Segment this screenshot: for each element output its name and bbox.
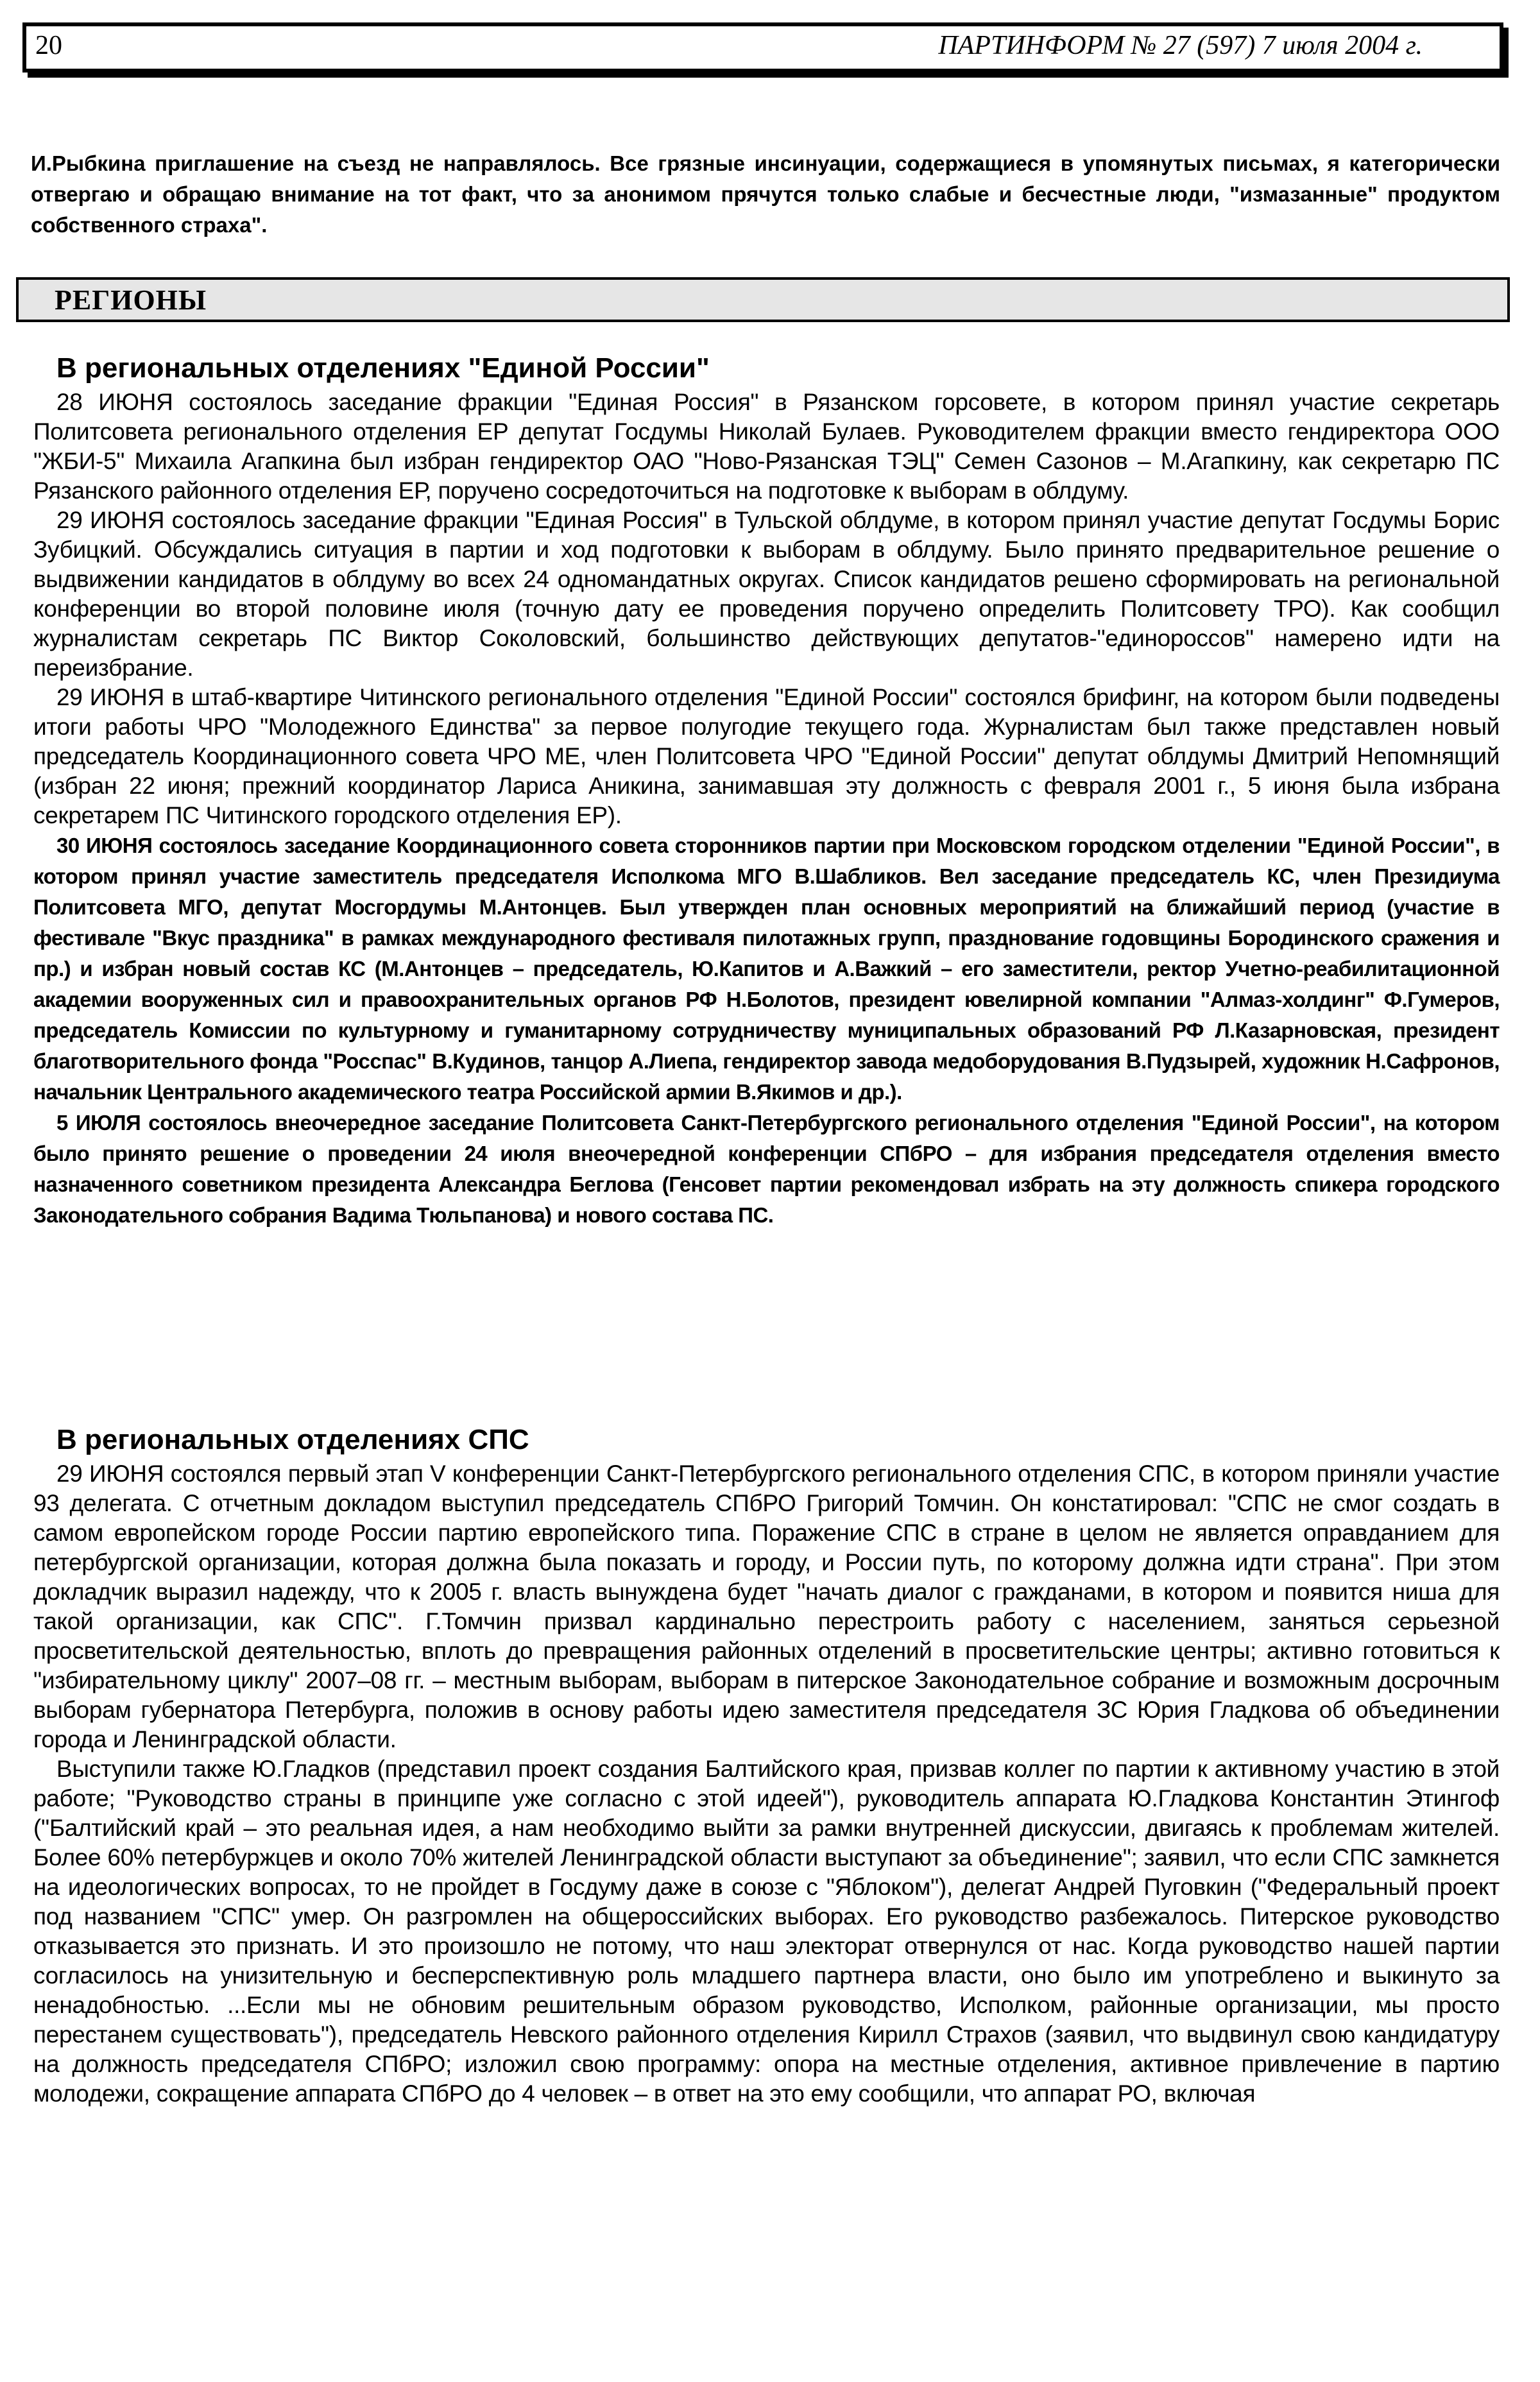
article-paragraph: 29 ИЮНЯ состоялось заседание фракции "Единая Россия" в Тульской облдуме, в котором принял участие депутат Госдумы Борис Зубицкий. Обсуждались ситуация в партии и ход подготовки к выборам в облдуму. Было принято предварительное решение о выдвижении кандидатов в облдуму во всех 24 одномандатных округах. Список кандидатов решено сформировать на региональной конференции во второй половине июля (точную дату ее проведения поручено определить Политсовету ТРО). Как сообщил журналистам секретарь ПС Виктор Соколовский, большинство действующих депутатов-"единороссов" намерено идти на переизбрание. [33, 507, 1500, 681]
article-headline: В региональных отделениях СПС [56, 1424, 529, 1455]
article-united-russia [33, 352, 1500, 1231]
section-title: РЕГИОНЫ [55, 284, 207, 316]
page-header [22, 22, 1503, 73]
article-sps [33, 1423, 1500, 2109]
page-number: 20 [35, 31, 62, 60]
masthead: ПАРТИНФОРМ № 27 (597) 7 июля 2004 г. [938, 31, 1423, 60]
intro-paragraph: И.Рыбкина приглашение на съезд не направлялось. Все грязные инсинуации, содержащиеся в упомянутых письмах, я категорически отвергаю и обращаю внимание на тот факт, что за анонимом прячутся только слабые и бесчестные люди, "измазанные" продуктом собственного страха". [31, 151, 1500, 237]
article-paragraph: 29 ИЮНЯ состоялся первый этап V конференции Санкт-Петербургского регионального отделения СПС, в котором приняли участие 93 делегата. С отчетным докладом выступил председатель СПбРО Григорий Томчин. Он констатировал: "СПС не смог создать в самом европейском городе России партию европейского типа. Поражение СПС в стране в целом не является оправданием для петербургской организации, которая должна была показать и городу, и России путь, по которому должна идти страна". При этом докладчик выразил надежду, что к 2005 г. власть вынуждена будет "начать диалог с гражданами, в котором и появится ниша для такой организации, как СПС". Г.Томчин призвал кардинально перестроить работу с населением, заняться серьезной просветительской деятельностью, вплоть до превращения районных отделений в просветительские центры; активно готовиться к "избирательному циклу" 2007–08 гг. – местным выборам, выборам в питерское Законодательное собрание и возможным досрочным выборам губернатора Петербурга, положив в основу работы идею заместителя председателя ЗС Юрия Гладкова об объединении города и Ленинградской области. [33, 1461, 1500, 1752]
article-paragraph: Выступили также Ю.Гладков (представил проект создания Балтийского края, призвав коллег по партии к активному участию в этой работе; "Руководство страны в принципе уже согласно с этой идеей"), руководитель аппарата Ю.Гладкова Константин Этингоф ("Балтийский край – это реальная идея, а нам необходимо выйти за рамки внутренней дискуссии, двигаясь к проблемам жителей. Более 60% петербуржцев и около 70% жителей Ленинградской области выступают за объединение"; заявил, что если СПС замкнется на идеологических вопросах, то не пройдет в Госдуму даже в союзе с "Яблоком"), делегат Андрей Пуговкин ("Федеральный проект под названием "СПС" умер. Он разгромлен на общероссийских выборах. Его руководство разбежалось. Питерское руководство отказывается это признать. И это произошло не потому, что наш электорат отвернулся от нас. Когда руководство нашей партии согласилось на унизительную и бесперспективную роль младшего партнера власти, оно было им употреблено и выкинуто за ненадобностью. ...Если мы не обновим решительным образом руководство, Исполком, районные организации, мы просто перестанем существовать"), председатель Невского районного отделения Кирилл Страхов (заявил, что выдвинул свою кандидатуру на должность председателя СПбРО; изложил свою программу: опора на местные отделения, активное привлечение в партию молодежи, сокращение аппарата СПбРО до 4 человек – в ответ на это ему сообщили, что аппарат РО, включая [33, 1756, 1500, 2107]
article-paragraph-bold: 30 ИЮНЯ состоялось заседание Координационного совета сторонников партии при Московском городском отделении "Единой России", в котором принял участие заместитель председателя Исполкома МГО В.Шабликов. Вел заседание председатель КС, член Президиума Политсовета МГО, депутат Мосгордумы М.Антонцев. Был утвержден план основных мероприятий на ближайший период (участие в фестивале "Вкус праздника" в рамках международного фестиваля пилотажных групп, празднование годовщины Бородинского сражения и пр.) и избран новый состав КС (М.Антонцев – председатель, Ю.Капитов и А.Важкий – его заместители, ректор Учетно-реабилитационной академии вооруженных сил и правоохранительных органов РФ Н.Болотов, президент ювелирной компании "Алмаз-холдинг" Ф.Гумеров, председатель Комиссии по культурному и гуманитарному сотрудничеству муниципальных образований РФ Л.Казарновская, президент благотворительного фонда "Росспас" В.Кудинов, танцор А.Лиепа, гендиректор завода медоборудования В.Пудзырей, художник Н.Сафронов, начальник Центрального академического театра Российской армии В.Якимов и др.). [33, 834, 1500, 1104]
article-paragraph: 28 ИЮНЯ состоялось заседание фракции "Единая Россия" в Рязанском горсовете, в котором принял участие секретарь Политсовета регионального отделения ЕР депутат Госдумы Николай Булаев. Руководителем фракции вместо гендиректора ООО "ЖБИ-5" Михаила Агапкина был избран гендиректор ОАО "Ново-Рязанская ТЭЦ" Семен Сазонов – М.Агапкину, как секретарю ПС Рязанского районного отделения ЕР, поручено сосредоточиться на подготовке к выборам в облдуму. [33, 389, 1500, 504]
article-paragraph-bold: 5 ИЮЛЯ состоялось внеочередное заседание Политсовета Санкт-Петербургского регионального отделения "Единой России", на котором было принято решение о проведении 24 июля внеочередной конференции СПбРО – для избрания председателя отделения вместо назначенного советником президента Александра Беглова (Генсовет партии рекомендовал избрать на эту должность спикера городского Законодательного собрания Вадима Тюльпанова) и нового состава ПС. [33, 1111, 1500, 1227]
article-paragraph: 29 ИЮНЯ в штаб-квартире Читинского регионального отделения "Единой России" состоялся брифинг, на котором были подведены итоги работы ЧРО "Молодежного Единства" за первое полугодие текущего года. Журналистам был также представлен новый председатель Координационного совета ЧРО МЕ, член Политсовета ЧРО "Единой России" депутат облдумы Дмитрий Непомнящий (избран 22 июня; прежний координатор Лариса Аникина, занимавшая эту должность с февраля 2001 г., 5 июня была избрана секретарем ПС Читинского городского отделения ЕР). [33, 684, 1500, 828]
section-header [16, 277, 1510, 322]
article-headline: В региональных отделениях "Единой России" [56, 352, 710, 384]
